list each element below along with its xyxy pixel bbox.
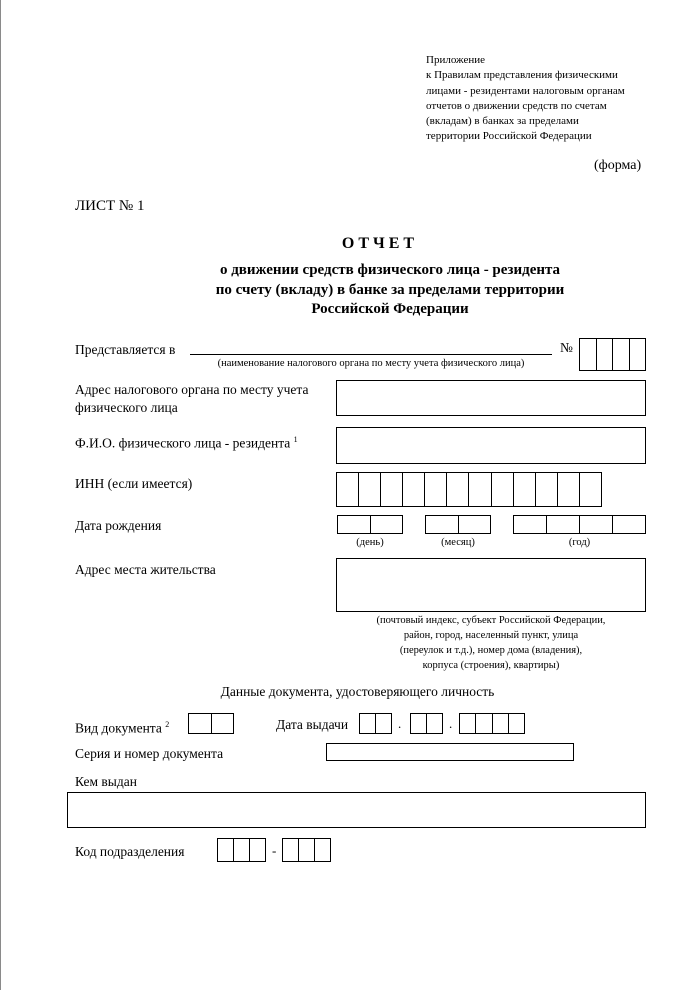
form-mark: (форма) xyxy=(594,158,642,173)
tax-office-code-cells[interactable] xyxy=(579,338,646,371)
appendix-line: отчетов о движении средств по счетам xyxy=(426,99,607,112)
sheet-label: ЛИСТ № 1 xyxy=(75,198,145,214)
document-title: ОТЧЕТ xyxy=(341,235,419,252)
year-hint: (год) xyxy=(568,537,591,548)
appendix-line: Приложение xyxy=(426,54,486,66)
issue-year-cells[interactable] xyxy=(459,713,525,734)
appendix-line: к Правилам представления физическими xyxy=(426,69,618,82)
issue-day-cells[interactable] xyxy=(359,713,392,734)
issued-by-label: Кем выдан xyxy=(75,774,137,789)
subtitle-line: Российской Федерации xyxy=(311,301,469,317)
inn-label: ИНН (если имеется) xyxy=(75,476,193,491)
division-code-cells-2[interactable] xyxy=(282,838,331,862)
residence-address-input[interactable] xyxy=(336,558,646,612)
page-edge xyxy=(0,0,1,990)
birth-date-label: Дата рождения xyxy=(75,518,162,533)
division-code-label: Код подразделения xyxy=(75,844,185,859)
inn-cells[interactable] xyxy=(336,472,602,507)
residence-address-label: Адрес места жительства xyxy=(75,562,216,577)
number-label: № xyxy=(560,340,573,355)
issue-month-cells[interactable] xyxy=(410,713,443,734)
division-code-cells-1[interactable] xyxy=(217,838,266,862)
birth-year-cells[interactable] xyxy=(513,515,646,534)
document-subtitle xyxy=(0,261,700,320)
doc-type-cells[interactable] xyxy=(188,713,234,734)
submitted-to-label: Представляется в xyxy=(75,342,176,357)
submitted-to-hint: (наименование налогового органа по месту учета физического лица) xyxy=(217,358,525,369)
id-document-section-title: Данные документа, удостоверяющего личность xyxy=(220,684,495,699)
tax-office-address-label: Адрес налогового органа по месту учета физического лица xyxy=(75,382,309,415)
footnote-marker: 2 xyxy=(165,720,170,729)
series-number-input[interactable] xyxy=(326,743,574,761)
issued-by-input[interactable] xyxy=(67,792,646,828)
issue-date-label: Дата выдачи xyxy=(276,717,349,732)
date-separator: . xyxy=(449,716,453,731)
tax-office-address-input[interactable] xyxy=(336,380,646,416)
subtitle-line: по счету (вкладу) в банке за пределами территории xyxy=(215,281,565,298)
full-name-input[interactable] xyxy=(336,427,646,464)
division-code-separator: - xyxy=(272,843,277,858)
doc-type-label: Вид документа $^2$ xyxy=(75,720,170,736)
appendix-line: (вкладам) в банках за пределами xyxy=(426,115,579,128)
appendix-line: лицами - резидентами налоговым органам xyxy=(426,84,625,97)
subtitle-line: о движении средств физического лица - резидента xyxy=(219,262,561,278)
month-hint: (месяц) xyxy=(441,537,475,548)
series-number-label: Серия и номер документа xyxy=(75,746,224,761)
birth-day-cells[interactable] xyxy=(337,515,403,534)
appendix-note xyxy=(426,53,625,145)
footnote-marker: 1 xyxy=(293,435,298,444)
submitted-to-input[interactable] xyxy=(190,340,552,355)
full-name-label: Ф.И.О. физического лица - резидента $^1$ xyxy=(75,435,298,451)
birth-month-cells[interactable] xyxy=(425,515,491,534)
day-hint: (день) xyxy=(356,537,384,548)
appendix-line: территории Российской Федерации xyxy=(426,130,592,143)
date-separator: . xyxy=(398,716,402,731)
residence-address-hint: (почтовый индекс, субъект Российской Федерации, район, город, населенный пункт, улица (переулок и т.д.), номер дома (владения), корпуса (строения), квартиры) xyxy=(376,615,606,671)
